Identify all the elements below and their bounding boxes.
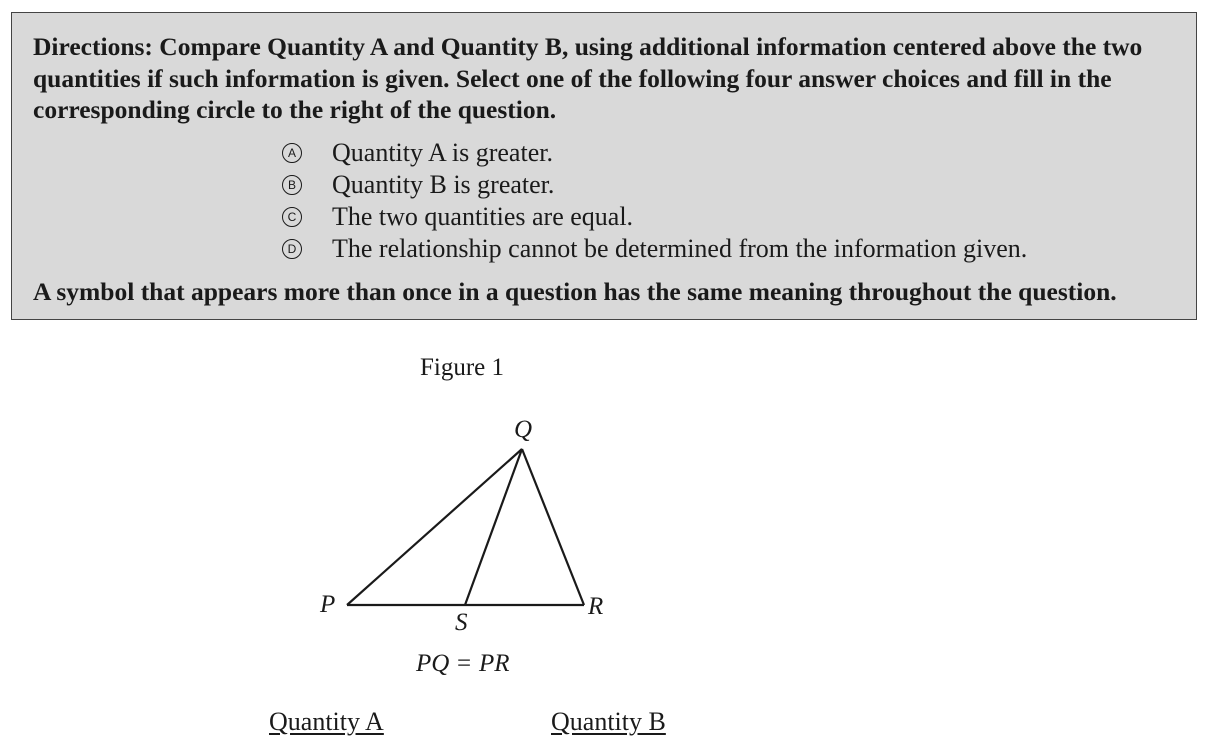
symbol-note: A symbol that appears more than once in a question has the same meaning throughout the question. [33,277,1117,306]
answer-choice-b [282,169,1027,201]
choice-c-circle-icon: C [282,207,302,227]
vertex-label-q: Q [514,416,533,443]
quantity-a-label: Quantity A [269,707,384,736]
vertex-label-s: S [455,609,468,636]
segment-qs [465,449,522,605]
given-right: PR [479,650,510,677]
answer-choice-c [282,201,1027,233]
choice-d-text: The relationship cannot be determined from the information given. [332,234,1028,263]
answer-choice-d [282,233,1027,265]
figure-caption: Figure 1 [420,354,505,381]
answer-choice-a [282,137,1027,169]
segment-pq [347,449,522,605]
choice-a-circle-icon: A [282,143,302,163]
choice-b-text: Quantity B is greater. [332,170,555,199]
choice-d-circle-icon: D [282,239,302,259]
quantity-b-label: Quantity B [551,707,666,736]
vertex-label-r: R [588,593,604,620]
directions-text: Directions: Compare Quantity A and Quantity B, using additional information centered above the two quantities if such information is given. Select one of the following four answer choices and fill in the corresponding circle to the right of the question. [33,32,1143,124]
directions-box [11,12,1197,320]
triangle-figure [300,400,640,690]
vertex-label-p: P [320,591,336,618]
choice-b-circle-icon: B [282,175,302,195]
given-equals: = [457,650,472,677]
answer-choices-list [282,137,1027,265]
segment-qr [522,449,584,605]
given-left: PQ [416,650,450,677]
choice-c-text: The two quantities are equal. [332,202,634,231]
choice-a-text: Quantity A is greater. [332,138,553,167]
